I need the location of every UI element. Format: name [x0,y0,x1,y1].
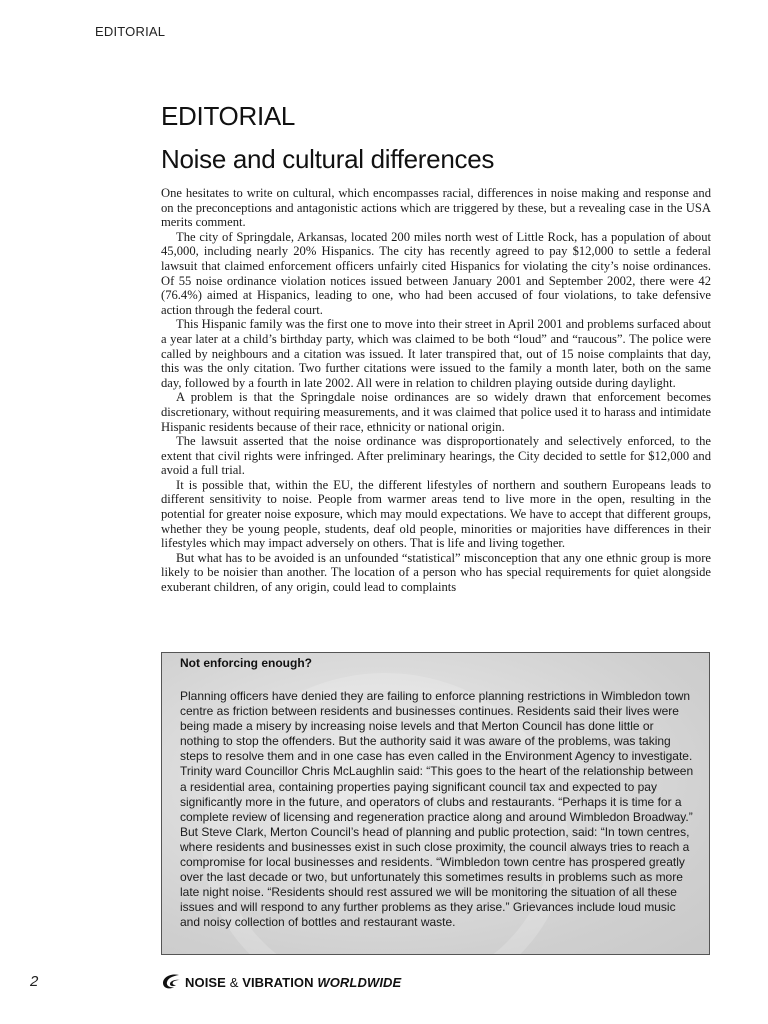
section-title: EDITORIAL [161,101,296,131]
page-number: 2 [30,973,39,990]
swirl-logo-icon [160,972,182,992]
journal-title-vibration: VIBRATION [242,974,314,990]
journal-title-worldwide: WORLDWIDE [317,974,402,990]
article-title: Noise and cultural differences [161,144,495,174]
journal-title-ampersand: & [229,974,239,990]
journal-title-noise: NOISE [185,974,226,990]
sidebar-box [161,652,710,955]
journal-masthead [160,972,401,992]
article-body [161,186,711,595]
running-head: EDITORIAL [95,24,166,39]
article-paragraph: A problem is that the Springdale noise ordinances are so widely drawn that enforcement becomes discretionary, without requiring measurements, and it was claimed that police used it to harass and intimidate Hispanic residents because of their race, ethnicity or national origin. [161,390,712,434]
article-paragraph: It is possible that, within the EU, the different lifestyles of northern and southern Europeans leads to different sensitivity to noise. People from warmer areas tend to live more in the open, resulting in the potential for greater noise exposure, which may mould expectations. We have to accept that different groups, whether they be young people, students, deaf old people, minorities or majorities have differences in their lifestyles which may impact adversely on others. That is life and living together. [161,477,711,551]
journal-title [185,975,401,990]
article-paragraph: One hesitates to write on cultural, which encompasses racial, differences in noise making and response and on the preconceptions and antagonistic actions which are triggered by these, but a revealing case in the USA merits comment. [161,186,711,230]
sidebar-body: Planning officers have denied they are failing to enforce planning restrictions in Wimbledon town centre as friction between residents and businesses continues. Residents said their lives were being made a misery by increasing noise levels and that Merton Council has done little or nothing to stop the offenders. But the authority said it was aware of the problems, was taking steps to resolve them and in one case has even called in the Environment Agency to investigate. Trinity ward Councillor Chris McLaughlin said: “This goes to the heart of the relationship between a residential area, containing properties paying significant council tax and expected to pay significantly more in the future, and operators of clubs and restaurants. “Perhaps it is time for a complete review of licensing and regeneration practice along and around Wimbledon Broadway.” But Steve Clark, Merton Council’s head of planning and public protection, said: “In town centres, where residents and businesses exist in such close proximity, the council always tries to reach a compromise for local businesses and residents. “Wimbledon town centre has prospered greatly over the last decade or two, but unfortunately this sometimes results in problems such as more late night noise. “Residents should rest assured we will be monitoring the situation of all these issues and will respond to any further problems as they arise.” Grievances include loud music and noisy collection of bottles and restaurant waste. [180,689,694,930]
article-paragraph: The lawsuit asserted that the noise ordinance was disproportionately and selectively enforced, to the extent that civil rights were infringed. After preliminary hearings, the City decided to settle for $12,000 and avoid a full trial. [161,434,711,478]
sidebar-title: Not enforcing enough? [180,656,312,670]
article-paragraph: But what has to be avoided is an unfounded “statistical” misconception that any one ethnic group is more likely to be noisier than another. The location of a person who has special requirements for quiet alongside exuberant children, of any origin, could lead to complaints [161,550,711,595]
article-paragraph: This Hispanic family was the first one to move into their street in April 2001 and problems surfaced about a year later at a child’s birthday party, which was claimed to be both “loud” and “raucous”. The police were called by neighbours and a citation was issued. It later transpired that, out of 15 noise complaints that day, this was the only citation. Two further citations were issued to the family a month later, both on the same day, followed by a fourth in late 2002. All were in relation to children playing outside during daylight. [161,317,711,390]
article-paragraph: The city of Springdale, Arkansas, located 200 miles north west of Little Rock, has a population of about 45,000, including nearly 20% Hispanics. The city has recently agreed to pay $12,000 to settle a federal lawsuit that claimed enforcement officers unfairly cited Hispanics for violating the city’s noise ordinances. Of 55 noise ordinance violation notices issued between January 2001 and September 2002, there were 42 (76.4%) aimed at Hispanics, leading to one, who had been accused of four violations, to take defensive action through the federal court. [161,229,711,317]
